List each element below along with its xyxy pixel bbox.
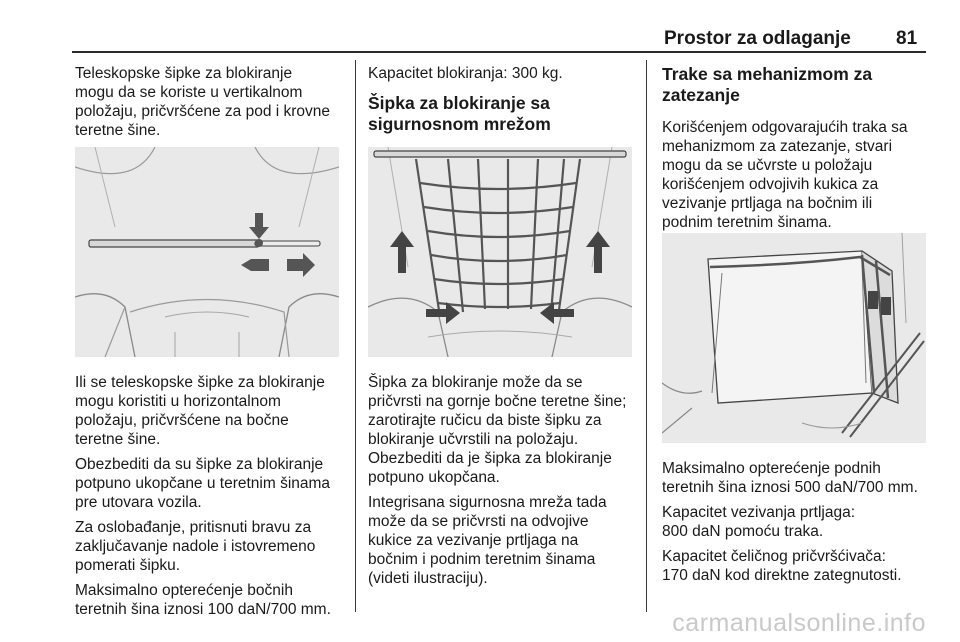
- col1-paragraph-1: Ili se teleskopske šipke za blokiranje mogu koristiti u horizontalnom položaju, pričvršćene na bočne teretne šine.: [75, 374, 325, 448]
- page-number: 81: [896, 28, 918, 49]
- column-1: [75, 64, 345, 146]
- blocking-capacity: Kapacitet blokiranja: 300 kg.: [368, 65, 563, 82]
- col3-paragraph-2: Kapacitet vezivanja prtljaga: 800 daN pomoću traka.: [662, 504, 856, 540]
- column-3: [662, 64, 932, 238]
- col1-paragraph-3: Za oslobađanje, pritisnuti bravu za zaključavanje nadole i istovremeno pomerati šipku.: [75, 519, 316, 574]
- col1-paragraph-2: Obezbediti da su šipke za blokiranje potpuno ukopčane u teretnim šinama pre utovara vozila.: [75, 456, 331, 511]
- column-3-lower: [662, 459, 937, 591]
- col1-paragraph-4: Maksimalno opterećenje bočnih teretnih šina iznosi 100 daN/700 mm.: [75, 582, 331, 618]
- header-rule: [72, 51, 926, 53]
- col3-paragraph-1: Maksimalno opterećenje podnih teretnih šina iznosi 500 daN/700 mm.: [662, 460, 918, 496]
- col3-paragraph-3: Kapacitet čeličnog pričvršćivača: 170 daN kod direktne zategnutosti.: [662, 548, 902, 584]
- page-header-title: Prostor za odlaganje: [664, 28, 851, 49]
- col2-paragraph-2: Integrisana sigurnosna mreža tada može da se pričvrsti na odvojive kukice za vezivanje prtljaga na bočnim i podnim teretnim šinama (videti ilustraciju).: [368, 494, 607, 587]
- watermark: carmanualsonline.info: [672, 609, 926, 637]
- col3-intro: Korišćenjem odgovarajućih traka sa mehanizmom za zatezanje, stvari mogu da se učvrste u položaju korišćenjem odvojivih kukica za vezivanje prtljaga na bočnim ili podnim teretnim šinama.: [662, 119, 908, 231]
- col1-intro: Teleskopske šipke za blokiranje mogu da se koriste u vertikalnom položaju, pričvršćene za pod i krovne teretne šine.: [75, 65, 331, 139]
- section-heading-safety-net: Šipka za blokiranje sa sigurnosnom mrežom: [368, 93, 551, 134]
- col2-paragraph-1: Šipka za blokiranje može da se pričvrsti na gornje bočne teretne šine; zarotirajte ručicu da biste šipku za blokiranje učvrstili na položaju. Obezbediti da je šipka za blokiranje potpuno ukopčana.: [368, 374, 627, 486]
- figure-horizontal-bar: [75, 147, 339, 357]
- column-divider-2: [646, 60, 647, 612]
- column-2-lower: [368, 373, 643, 594]
- figure-strapped-box: [662, 233, 926, 443]
- column-1-lower: [75, 373, 350, 625]
- column-divider-1: [355, 60, 356, 612]
- figure-safety-net: [368, 147, 632, 357]
- section-heading-straps: Trake sa mehanizmom za zatezanje: [662, 64, 873, 105]
- column-2: [368, 64, 638, 145]
